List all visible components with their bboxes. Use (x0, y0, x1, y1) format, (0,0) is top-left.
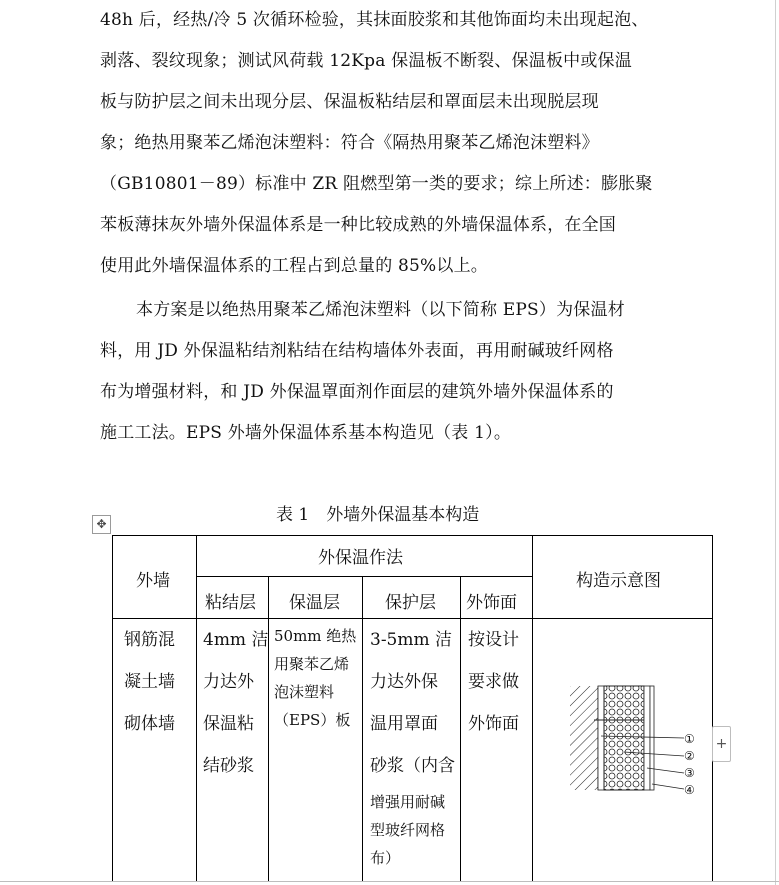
table-col-divider (460, 576, 461, 881)
table-border-right (712, 535, 713, 881)
header-bond-layer: 粘结层 (205, 593, 256, 613)
bond-layer (598, 686, 604, 790)
cell-line: 外饰面 (468, 714, 519, 734)
diagram-label-3: ③ (684, 766, 695, 780)
cell-line: 增强用耐碱 (370, 793, 446, 811)
cell-line: 4mm 洁 (203, 630, 269, 650)
table-subheader-line (196, 576, 532, 577)
diagram-label-2: ② (684, 749, 695, 763)
cell-protect-layer-cont (370, 788, 445, 872)
paragraph2-line: 料，用 JD 外保温粘结剂粘结在结构墙体外表面，再用耐碱玻纤网格 (100, 341, 614, 361)
table-add-column-button[interactable]: + (712, 726, 731, 762)
eps-board (604, 686, 644, 790)
paragraph1-line: 板与防护层之间未出现分层、保温板粘结层和罩面层未出现脱层现 (100, 92, 599, 112)
cell-line: 按设计 (468, 630, 519, 650)
table-border-top (112, 535, 713, 536)
cell-line: 保温粘 (203, 714, 254, 734)
cell-finish-layer (468, 619, 519, 745)
cell-line: 泡沫塑料 (274, 683, 335, 701)
header-diagram: 构造示意图 (576, 571, 661, 591)
cell-line: 50mm 绝热 (274, 627, 357, 645)
cell-line: 布） (370, 849, 401, 867)
paragraph2-line: 施工工法。EPS 外墙外保温体系基本构造见（表 1）。 (100, 423, 512, 443)
paragraph1-line: 象；绝热用聚苯乙烯泡沫塑料：符合《隔热用聚苯乙烯泡沫塑料》 (100, 133, 599, 153)
structural-wall (570, 686, 598, 790)
table-move-handle-icon[interactable]: ✥ (92, 515, 111, 534)
paragraph1-line: （GB10801－89）标准中 ZR 阻燃型第一类的要求；综上所述：膨胀聚 (100, 174, 653, 194)
table-border-left (112, 535, 113, 881)
header-method: 外保温作法 (318, 548, 403, 568)
cell-line: 用聚苯乙烯 (274, 655, 350, 673)
cell-bond-layer (203, 619, 268, 787)
table-col-divider (532, 535, 533, 881)
cell-line: 砂浆（内含 (370, 756, 455, 776)
cell-line: 结砂浆 (203, 756, 254, 776)
protect-layer (644, 686, 654, 790)
cell-wall-type (124, 619, 175, 745)
paragraph2-line: 本方案是以绝热用聚苯乙烯泡沫塑料（以下简称 EPS）为保温材 (136, 300, 625, 320)
table-col-divider (362, 576, 363, 881)
cell-line: 型玻纤网格 (370, 821, 446, 839)
paragraph1-line: 剥落、裂纹现象；测试风荷载 12Kpa 保温板不断裂、保温板中或保温 (100, 51, 632, 71)
header-wall: 外墙 (136, 571, 170, 591)
cell-line: 凝土墙 (124, 672, 175, 692)
diagram-label-1: ① (684, 732, 695, 746)
cell-insulation-layer (274, 622, 356, 734)
table-col-divider (196, 535, 197, 881)
header-protect-layer: 保护层 (385, 593, 436, 613)
cell-line: 3-5mm 洁 (370, 630, 453, 650)
cell-line: （EPS）板 (274, 711, 351, 729)
header-insulation-layer: 保温层 (289, 593, 340, 613)
header-finish-layer: 外饰面 (466, 593, 517, 613)
paragraph1-line: 48h 后，经热/冷 5 次循环检验，其抹面胶浆和其他饰面均未出现起泡、 (100, 10, 649, 30)
cell-line: 砌体墙 (124, 714, 175, 734)
cell-line: 钢筋混 (124, 630, 175, 650)
paragraph1-line: 苯板薄抹灰外墙外保温体系是一种比较成熟的外墙保温体系，在全国 (100, 215, 616, 235)
paragraph1-line: 使用此外墙保温体系的工程占到总量的 85%以上。 (100, 256, 488, 276)
diagram-number-labels (684, 732, 695, 797)
cell-line: 要求做 (468, 672, 519, 692)
cell-protect-layer (370, 619, 455, 787)
diagram-label-4: ④ (684, 783, 695, 797)
cell-line: 力达外 (203, 672, 254, 692)
cell-line: 温用罩面 (370, 714, 438, 734)
cell-line: 力达外保 (370, 672, 438, 692)
construction-diagram (560, 676, 710, 806)
paragraph2-line: 布为增强材料，和 JD 外保温罩面剂作面层的建筑外墙外保温体系的 (100, 382, 614, 402)
table-caption: 表 1 外墙外保温基本构造 (276, 505, 480, 525)
